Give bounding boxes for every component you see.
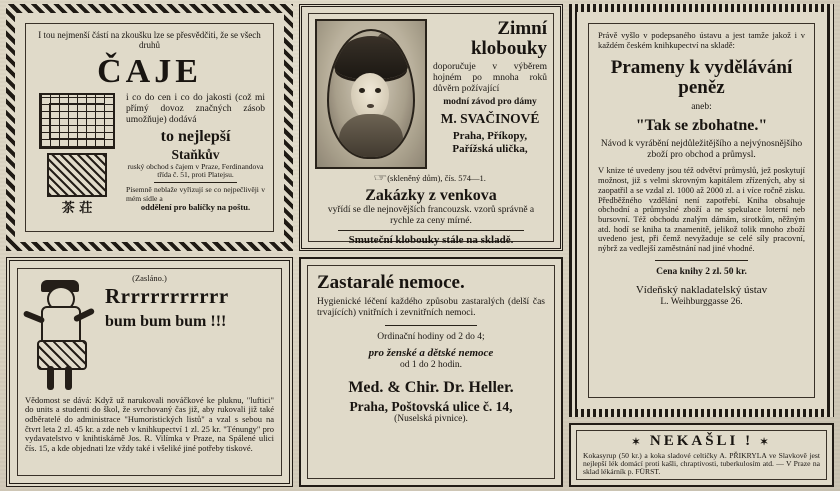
eye-left (359, 88, 365, 93)
money-aneb: aneb: (691, 102, 712, 113)
doc-body: Hygienické léčení každého způsobu zastaralých (delší čas trvajících) vnitřních i zevnitřních nemoci. (317, 296, 545, 319)
hats-title: Zimní klobouky (470, 18, 547, 59)
drum-headline: Rrrrrrrrrrrr (105, 283, 229, 308)
doc-address2: (Nuselská pivnice). (394, 414, 468, 425)
hats-addr3: (skleněný dům), čís. 574—1. (387, 173, 486, 183)
tea-best: to nejlepší (160, 128, 231, 146)
hats-line2: modní závod pro dámy (443, 97, 537, 108)
money-title: Prameny k vydělávání peněz (610, 57, 793, 99)
tea-advertisement[interactable] (6, 4, 293, 251)
drum-body: Vědomost se dává: Když už narukovali nováčkové ke pluknu, "luftici" do units a studenti do škol, že svrchovaný čas již, aby rukovali již také odběratelé do administrace "Humoristických listů" a vzal s sebou na čtvrt leta 2 zl. 45 kr. a zde neb v knihkupectví 1 zl. 25 kr. "Ténungy" pro vydavatelstvo v knihtiskárně Jos. R. Vilímka v Praze, na Spálené ulici čís. 15, a kde objednati lze vždy také i všeliké jiné potřeby tiskové. (25, 394, 274, 454)
winter-hats-advertisement[interactable] (299, 4, 563, 251)
hats-addr1: Praha, Příkopy, (452, 129, 528, 142)
tea-note-bold: oddělení pro balíčky na poštu. (140, 202, 251, 213)
tea-sub: i co do cen i co do jakosti (což mi přímý dovoz značných zásob umožňuje) dodává (126, 92, 265, 126)
pointing-hand-icon: ☞ (373, 173, 388, 184)
doctor-advertisement[interactable] (299, 257, 563, 487)
cough-title-row (583, 434, 820, 450)
eye-right (375, 88, 381, 93)
boy-leg-left (47, 366, 54, 390)
star-right-icon: ✶ (759, 437, 772, 448)
drummer-boy-illustration (25, 284, 99, 392)
doc-doctor: Med. & Chir. Dr. Heller. (348, 378, 514, 396)
chinese-characters: 茶 荘 (61, 200, 93, 216)
money-top: Právě vyšlo v podepsaného ústavu a jest tamže jakož i v každém českém knihkupectví na skladě: (598, 30, 805, 50)
doc-address: Praha, Poštovská ulice č. 14, (349, 398, 513, 414)
drum-headline2: bum bum bum !!! (105, 312, 227, 330)
tea-packet-illustration (47, 153, 107, 197)
money-book-advertisement[interactable] (569, 4, 834, 417)
drum-icon (37, 340, 87, 370)
tea-headline: ČAJE (97, 52, 202, 90)
money-quote: "Tak se zbohatne." (635, 117, 768, 135)
hats-body2: vyřídí se dle nejnovějších francouzsk. vzorů správně a rychle za ceny mírné. (327, 204, 535, 227)
tea-note: Písemně neblaže vyřizují se co nejpečlivěji v mém sídle a (126, 185, 265, 203)
doc-title: Zastaralé nemoce. (317, 272, 465, 293)
money-publisher: Vídeňský nakladatelský ústav (635, 283, 768, 296)
hats-firm: M. SVAČINOVÉ (440, 110, 540, 126)
money-price: Cena knihy 2 zl. 50 kr. (656, 266, 747, 277)
doc-hours2: pro ženské a dětské nemoce (368, 346, 494, 359)
tea-firm: Staňkův (171, 146, 220, 162)
money-publisher-address: L. Weihburggasse 26. (660, 297, 743, 308)
money-paragraph: V knize té uvedeny jsou též odvětví průmyslů, jež poskytují možnost, již s velmi skrovným kapitálem zřízených, aby si zaopatřil a se vzdal zl. 1000 až 2000 zl. a i více ročně zisku. Předběžného vzdělání není zapotřebí. Kniha obsahuje obchodní a průmyslné zboží a ne spekulace loterní neb bursovní. Též obchodu znalým dámám, sirotkům, něžným atd. hodí se kniha ta znamenitě, jelikož tolik mnoho zboží uvedeno jest, při čemž nevyžaduje se celé síly pracovní, nýbrž za vedlejší zaměstnání nad jiné vhodné. (598, 165, 805, 253)
hats-line1: doporučuje v výběrem hojném po mnoha roků důvěrn požívající (433, 61, 547, 95)
drum-boy-advertisement[interactable] (6, 257, 293, 487)
hats-headline2: Zakázky z venkova (365, 187, 497, 205)
cough-remedy-advertisement[interactable] (569, 423, 834, 487)
boy-leg-right (65, 366, 72, 390)
lady-portrait-illustration (315, 19, 427, 169)
hats-addr2: Pařížská ulička, (452, 142, 528, 155)
money-sub: Návod k vyrábění nejdůležitějšího a nejvýnosnějšího zboží pro obchod a průmysl. (600, 139, 803, 161)
cough-title: NEKAŠLI ! (649, 433, 754, 449)
doc-hours: Ordinační hodiny od 2 do 4; (377, 332, 485, 343)
tea-intro: I tou nejmenší částí na zkoušku lze se přesvědčiti, že se všech druhů (38, 30, 261, 51)
tea-chest-illustration (39, 93, 115, 149)
hats-footer: Smuteční klobouky stále na skladě. (348, 234, 514, 247)
mouth (367, 104, 375, 108)
tea-firm-address: ruský obchod s čajem v Praze, Ferdinandova třída č. 51, proti Platejsu. (127, 161, 264, 180)
star-left-icon: ✶ (631, 437, 644, 448)
doc-hours3: od 1 do 2 hodin. (399, 359, 462, 370)
cough-body: Kokasyrup (50 kr.) a koka sladové celtičky A. PŘIKRYLA ve Slavkově jest nejlepší lék domácí proti kašli, chraptivosti, tuberkulosím atd. — V Praze na sklad lékárník p. FÜRST. (583, 450, 820, 477)
drum-tag: (Zasláno.) (132, 273, 167, 283)
torso-illustration (339, 114, 403, 159)
